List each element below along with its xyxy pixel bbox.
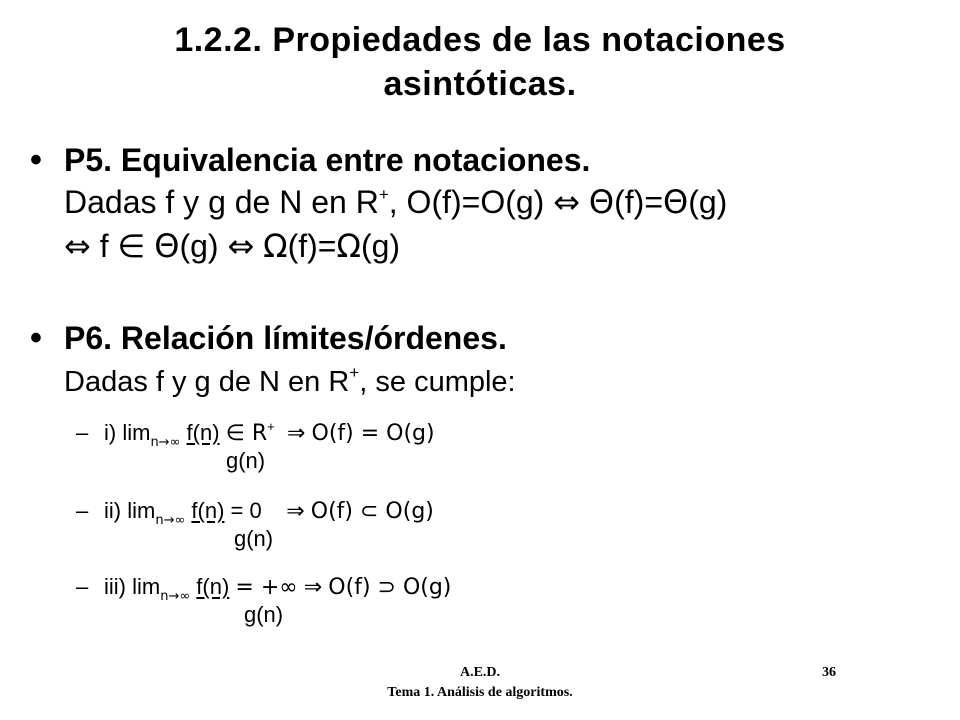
slide-title xyxy=(40,18,920,106)
fraction-denominator-3: g(n) xyxy=(244,602,284,627)
fraction-numerator: f(n) xyxy=(196,574,230,599)
footer-course: A.E.D. xyxy=(459,665,501,680)
footer-topic: Tema 1. Análisis de algoritmos. xyxy=(387,685,573,700)
theta-symbol: Θ xyxy=(588,183,615,221)
p5-heading: P5. Equivalencia entre notaciones. xyxy=(64,142,591,178)
iff-symbol: ⇔ xyxy=(553,183,581,221)
dash-item-1: – xyxy=(76,420,89,445)
title-line-2: asintóticas. xyxy=(383,65,577,103)
p6-line-2: Dadas f y g de N en R+, se cumple: xyxy=(64,363,516,398)
fraction-numerator: f(n) xyxy=(191,498,225,523)
theta-symbol: Θ xyxy=(154,227,180,265)
title-line-1: 1.2.2. Propiedades de las notaciones xyxy=(174,21,786,59)
limit-item-3: iii) $\lim_{n\to\infty} f(n)$ = +∞ ⇒ O(f) ⊃ O(g) xyxy=(104,574,452,604)
element-of-symbol: ∈ xyxy=(117,227,146,265)
omega-symbol: Ω xyxy=(263,227,288,265)
bullet-p5: • xyxy=(30,141,42,179)
dash-item-3: – xyxy=(76,574,89,599)
limit-item-2: ii) $\lim_{n\to\infty} f(n) = 0$ ⇒ O(f) ⊂ O(g) xyxy=(104,498,434,528)
fraction-denominator-2: g(n) xyxy=(234,526,274,551)
implies-symbol: ⇒ xyxy=(303,575,323,600)
fraction-numerator: f(n) xyxy=(186,420,220,445)
theta-symbol: Θ xyxy=(663,183,689,221)
dash-item-2: – xyxy=(76,498,89,523)
iff-symbol: ⇔ xyxy=(227,227,255,265)
page-number: 36 xyxy=(822,665,836,680)
p5-line-3: ⇔ f ∈ Θ(g) ⇔ Ω(f)=Ω(g) xyxy=(64,227,401,265)
p5-line-2: Dadas f y g de N en R+, O(f)=O(g) ⇔ Θ(f)=Θ(g) xyxy=(64,183,728,221)
implies-symbol: ⇒ xyxy=(286,499,305,524)
p6-heading: P6. Relación límites/órdenes. xyxy=(64,320,507,356)
implies-symbol: ⇒ xyxy=(286,421,306,446)
iff-symbol: ⇔ xyxy=(64,227,91,265)
limit-item-1: i) $\lim_{n\to\infty} f(n)$ ∈ R+ ⇒ O(f) = O(g) xyxy=(104,419,435,450)
fraction-denominator-1: g(n) xyxy=(226,448,266,473)
omega-symbol: Ω xyxy=(336,227,361,265)
bullet-p6: • xyxy=(30,319,42,357)
